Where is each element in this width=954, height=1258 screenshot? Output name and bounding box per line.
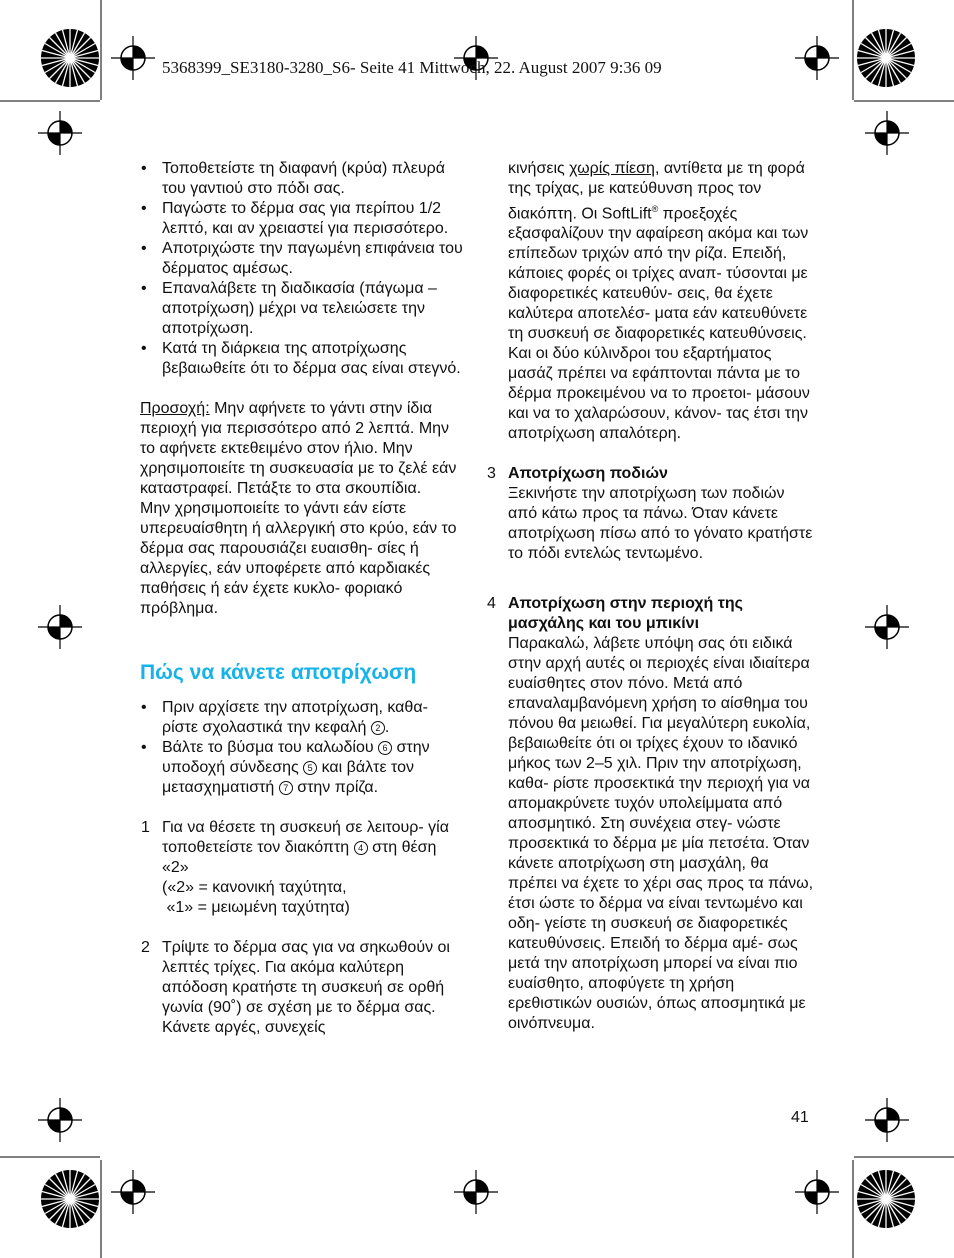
right-column bbox=[486, 159, 816, 1034]
step-2-continued bbox=[486, 159, 816, 444]
caution-label: Προσοχή: bbox=[140, 400, 210, 417]
step-text-part: Για να θέσετε τη συσκευή σε λειτουρ- γία τοποθετείστε τον διακόπτη bbox=[162, 819, 449, 856]
caution-paragraph bbox=[140, 399, 465, 499]
step-text: Τρίψτε το δέρμα σας για να σηκωθούν οι λεπτές τρίχες. Για ακόμα καλύτερη απόδοση κρατήστε τη συσκευή σε ορθή γωνία (90˚) σε σχέση με το δέρμα σας. Κάνετε αργές, συνεχείς bbox=[162, 939, 450, 1036]
step-text: Και οι δύο κύλινδροι του εξαρτήματος μασάζ πρέπει να εφάπτονται πάντα με το δέρμα προκειμένου να το προετοι- μάσουν και να το χαλαρώσουν, κάνον- τας έτσι την αποτρίχωση απαλότερη. bbox=[508, 345, 810, 443]
step-text bbox=[508, 159, 816, 344]
registered-mark: ® bbox=[651, 204, 659, 214]
step-number: 3 bbox=[487, 465, 496, 483]
step-title: Αποτρίχωση ποδιών bbox=[508, 465, 668, 483]
step-text bbox=[162, 818, 465, 878]
emphasis-text: χωρίς πίεση bbox=[569, 160, 655, 177]
step-note: («2» = κανονική ταχύτητα, bbox=[162, 879, 347, 896]
step-number: 4 bbox=[487, 595, 496, 613]
step-3 bbox=[486, 464, 816, 564]
ref-number: 6 bbox=[378, 741, 392, 755]
ref-number: 7 bbox=[279, 781, 293, 795]
list-item: • Επαναλάβετε τη διαδικασία (πάγωμα – αποτρίχωση) μέχρι να τελειώσετε την αποτρίχωση. bbox=[140, 279, 465, 339]
step-text-part: κινήσεις bbox=[508, 160, 570, 177]
list-item: • Παγώστε το δέρμα σας για περίπου 1/2 λεπτό, και αν χρειαστεί για περισσότερο. bbox=[140, 199, 465, 239]
step-text-part: , αντίθετα με τη φορά της τρίχας, με κατεύθυνση προς τον διακόπτη. Οι SoftLift bbox=[508, 160, 805, 223]
list-item: • Κατά τη διάρκεια της αποτρίχωσης βεβαιωθείτε ότι το δέρμα σας είναι στεγνό. bbox=[140, 339, 465, 379]
list-item-text: Πριν αρχίσετε την αποτρίχωση, καθα- ρίστε σχολαστικά την κεφαλή bbox=[162, 699, 428, 736]
step-2 bbox=[140, 938, 465, 1038]
ref-number: 2 bbox=[371, 721, 385, 735]
ref-number: 4 bbox=[354, 841, 368, 855]
list-item-text: και βάλτε τον μετασχηματιστή bbox=[162, 759, 415, 796]
caution-paragraph-2: Μην χρησιμοποιείτε το γάντι εάν είστε υπερευαίσθητη ή αλλεργική στο κρύο, εάν το δέρμα σας παρουσιάζει ευαισθη- σίες ή αλλεργίες, εάν υποφέρετε από καρδιακές παθήσεις ή εάν έχετε κυκλο- φοριακό πρόβλημα. bbox=[140, 500, 457, 617]
list-item: • Τοποθετείστε τη διαφανή (κρύα) πλευρά του γαντιού στο πόδι σας. bbox=[140, 159, 465, 199]
list-item-text: στην υποδοχή σύνδεσης bbox=[162, 739, 430, 776]
page-number: 41 bbox=[791, 1109, 809, 1126]
list-item-text: στην πρίζα. bbox=[292, 779, 379, 796]
step-note: «1» = μειωμένη ταχύτητα) bbox=[162, 899, 350, 916]
list-item: • Αποτριχώστε την παγωμένη επιφάνεια του δέρματος αμέσως. bbox=[140, 239, 465, 279]
step-number: 1 bbox=[141, 819, 150, 836]
step-text: Παρακαλώ, λάβετε υπόψη σας ότι ειδικά στην αρχή αυτές οι περιοχές είναι ιδιαίτερα ευαίσθητες στον πόνο. Μετά από επαναλαμβανόμενη χρήση το αίσθημα του πόνου θα μειωθεί. Για μεγαλύτερη ευκολία, βεβαιωθείτε ότι οι τρίχες έχουν το ιδανικό μήκος των 2–5 χιλ. Πριν την αποτρίχωση, καθα- ρίστε προσεκτικά την περιοχή για να απομακρύνετε τυχόν υπολείμματα από αποσμητικό. Στη συνέχεια στεγ- νώστε προσεκτικά το δέρμα με μία πετσέτα. Όταν κάνετε αποτρίχωση στη μασχάλη, θα πρέπει να έχετε το χέρι σας προς τα πάνω, έτσι ώστε το δέρμα να είναι τεντωμένο και οδη- γείστε τη συσκευή σε διαφορετικές κατευθύνσεις. Επειδή το δέρμα αμέ- σως μετά την αποτρίχωση μπορεί να είναι πιο ευαίσθητο, αποφύγετε τη χρήση ερεθιστικών ουσιών, όπως αποσμητικά με οινόπνευμα. bbox=[508, 635, 814, 1033]
list-item bbox=[140, 698, 465, 738]
step-text-part: στη θέση «2» bbox=[162, 839, 437, 876]
list-item bbox=[140, 738, 465, 798]
step-text-part: προεξοχές εξασφαλίζουν την αφαίρεση ακόμα και των επίπεδων τριχών από την ρίζα. Επειδή, κάποιες φορές οι τρίχες αναπ- τύσονται με διαφορετικές κατευθύν- σεις, θα έχετε καλύτερα αποτελέσ- ματα εάν κατευθύνετε τη συσκευή σε διαφορετικές κατευθύνσεις. bbox=[508, 205, 809, 343]
step-number: 2 bbox=[141, 939, 150, 956]
step-title: Αποτρίχωση στην περιοχή της μασχάλης και του μπικίνι bbox=[508, 595, 743, 633]
step-4 bbox=[486, 594, 816, 1034]
section-heading: Πώς να κάνετε αποτρίχωση bbox=[140, 661, 417, 684]
list-item-text: Βάλτε το βύσμα του καλωδίου bbox=[162, 739, 379, 756]
preparation-list bbox=[140, 698, 465, 798]
step-text: Ξεκινήστε την αποτρίχωση των ποδιών από κάτω προς τα πάνω. Όταν κάνετε αποτρίχωση πίσω από το γόνατο κρατήστε το πόδι εντελώς τεντωμένο. bbox=[508, 485, 813, 563]
step-1 bbox=[140, 818, 465, 918]
caution-text: Μην αφήνετε το γάντι στην ίδια περιοχή για περισσότερο από 2 λεπτά. Μην το αφήνετε εκτεθειμένο στον ήλιο. Μην χρησιμοποιείτε τη συσκευασία με το ζελέ εάν καταστραφεί. Πετάξτε το στα σκουπίδια. bbox=[140, 400, 457, 497]
print-slug: 5368399_SE3180-3280_S6- Seite 41 Mittwoch, 22. August 2007 9:36 09 bbox=[162, 58, 662, 77]
left-column bbox=[140, 159, 465, 1038]
cooling-steps-list bbox=[140, 159, 465, 379]
ref-number: 5 bbox=[303, 761, 317, 775]
list-item-text: . bbox=[384, 719, 390, 736]
